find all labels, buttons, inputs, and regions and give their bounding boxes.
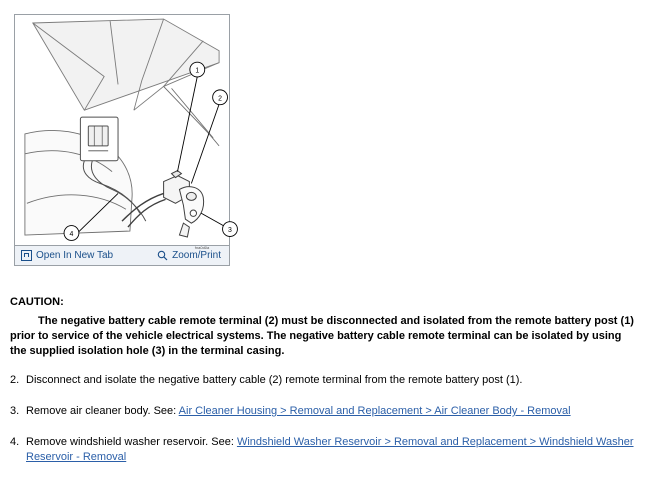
procedure-text	[10, 296, 640, 481]
figure-block	[14, 14, 232, 266]
see-label: See:	[211, 436, 237, 448]
callout-1: 1	[195, 67, 200, 75]
step-number: 2.	[10, 374, 20, 386]
step-item	[10, 435, 640, 465]
step-text: Remove air cleaner body.	[26, 405, 154, 417]
callout-3: 3	[228, 227, 232, 235]
step-reference-link[interactable]: Air Cleaner Housing > Removal and Replacement > Air Cleaner Body - Removal	[178, 405, 571, 417]
caution-heading: CAUTION:	[10, 296, 64, 308]
open-in-new-tab-label: Open In New Tab	[36, 250, 114, 261]
zoom-print-label: Zoom/Print	[172, 250, 221, 261]
step-text: Remove windshield washer reservoir.	[26, 436, 212, 448]
open-in-new-tab-button[interactable]	[15, 246, 119, 265]
figure-image-frame	[14, 14, 232, 250]
caution-text: The negative battery cable remote terminal (2) must be disconnected and isolated from the remote battery post (1) prior to service of the vehicle electrical systems. The negative battery cable remote terminal can be isolated by using the supplied isolation hole (3) in the terminal casing.	[10, 315, 634, 357]
figure-watermark: fna0d0a	[194, 244, 210, 250]
engine-bay-illustration	[15, 15, 232, 250]
new-tab-icon	[21, 250, 32, 261]
zoom-print-button[interactable]	[151, 246, 229, 265]
magnifier-icon	[157, 250, 168, 261]
callout-2: 2	[218, 95, 223, 103]
step-number: 3.	[10, 405, 20, 417]
step-number: 4.	[10, 436, 20, 448]
step-reference-link[interactable]: Windshield Washer Reservoir > Removal and Replacement > Windshield Washer Reservoir - Removal	[26, 436, 634, 463]
see-label: See:	[153, 405, 179, 417]
step-text: Disconnect and isolate the negative battery cable (2) remote terminal from the remote battery post (1).	[26, 374, 523, 386]
step-item	[10, 373, 640, 388]
step-item	[10, 404, 640, 419]
callout-4: 4	[69, 231, 74, 239]
